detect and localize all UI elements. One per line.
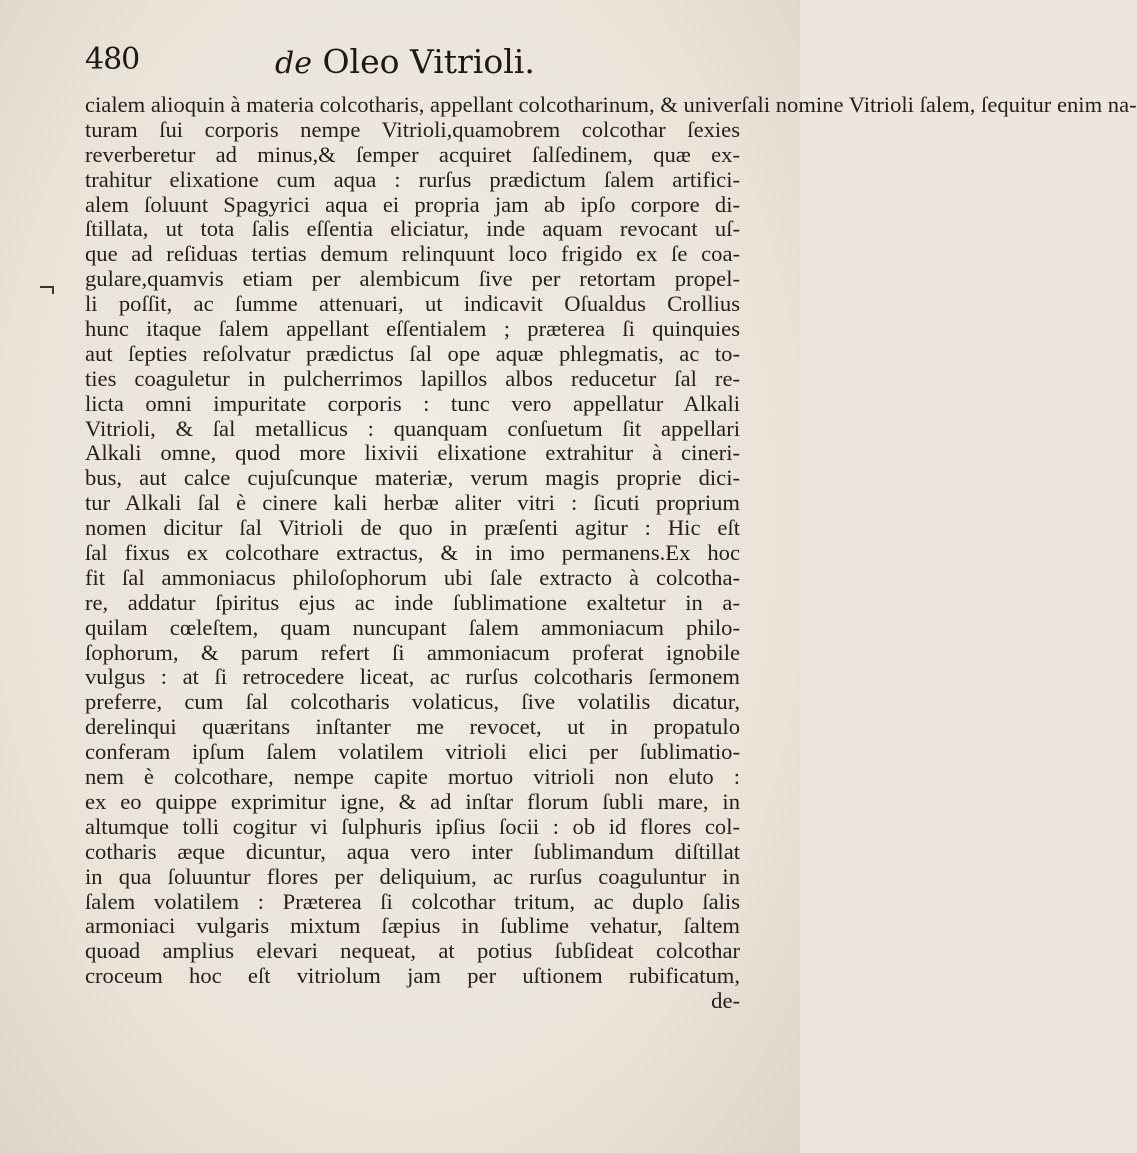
- running-head: [85, 40, 725, 88]
- page-number: 480: [85, 42, 140, 77]
- text-line: tur Alkali ſal è cinere kali herbæ aliter vitri : ſicuti proprium: [85, 490, 740, 516]
- text-line: Vitrioli, & ſal metallicus : quanquam conſuetum ſit appellari: [85, 415, 740, 441]
- text-line: licta omni impuritate corporis : tunc vero appellatur Alkali: [85, 390, 740, 416]
- text-line: trahitur elixatione cum aqua : rurſus prædictum ſalem artifici-: [85, 166, 740, 192]
- title-prefix: de: [275, 46, 312, 81]
- text-line: ſal fixus ex colcothare extractus, & in imo permanens.Ex hoc: [85, 540, 740, 566]
- text-line: ſophorum, & parum refert ſi ammoniacum proferat ignobile: [85, 639, 740, 665]
- text-line: vulgus : at ſi retrocedere liceat, ac rurſus colcotharis ſermonem: [85, 664, 740, 690]
- text-line: re, addatur ſpiritus ejus ac inde ſublimatione exaltetur in a-: [85, 589, 740, 615]
- text-line: que ad reſiduas tertias demum relinquunt loco frigido ex ſe coa-: [85, 241, 740, 267]
- text-line: derelinqui quæritans inſtanter me revocet, ut in propatulo: [85, 714, 740, 740]
- text-line: ſalem volatilem : Præterea ſi colcothar tritum, ac duplo ſalis: [85, 888, 740, 914]
- text-line: in qua ſoluuntur flores per deliquium, ac rurſus coaguluntur in: [85, 863, 740, 889]
- text-line: gulare,quamvis etiam per alembicum ſive per retortam propel-: [85, 266, 740, 292]
- catchword: de-: [711, 988, 740, 1014]
- text-line: nem è colcothare, nempe capite mortuo vitrioli non eluto :: [85, 764, 740, 790]
- text-line: armoniaci vulgaris mixtum ſæpius in ſublime vehatur, ſaltem: [85, 913, 740, 939]
- text-line: ex eo quippe exprimitur igne, & ad inſtar florum ſubli mare, in: [85, 788, 740, 814]
- margin-mark: [40, 286, 54, 288]
- text-line: quilam cœleſtem, quam nuncupant ſalem ammoniacum philo-: [85, 614, 740, 640]
- text-line: Alkali omne, quod more lixivii elixatione extrahitur à cineri-: [85, 440, 740, 466]
- text-line: alem ſoluunt Spagyrici aqua ei propria jam ab ipſo corpore di-: [85, 191, 740, 217]
- text-line: croceum hoc eſt vitriolum jam per uſtionem rubificatum,: [85, 963, 740, 989]
- text-line: ties coaguletur in pulcherrimos lapillos albos reducetur ſal re-: [85, 365, 740, 391]
- text-line: aut ſepties reſolvatur prædictus ſal ope aquæ phlegmatis, ac to-: [85, 340, 740, 366]
- title-main: Oleo Vitrioli.: [322, 42, 535, 81]
- text-line: turam ſui corporis nempe Vitrioli,quamobrem colcothar ſexies: [85, 116, 740, 142]
- text-line: li poſſit, ac ſumme attenuari, ut indicavit Oſualdus Crollius: [85, 291, 740, 317]
- text-line: conferam ipſum ſalem volatilem vitrioli elici per ſublimatio-: [85, 739, 740, 765]
- text-line: bus, aut calce cujuſcunque materiæ, verum magis proprie dici-: [85, 465, 740, 491]
- text-line: cialem alioquin à materia colcotharis, appellant colcotharinum, & univerſali nomine Vitrioli ſalem, ſequitur enim na-: [85, 92, 1137, 117]
- text-line: fit ſal ammoniacus philoſophorum ubi ſale extracto à colcotha-: [85, 564, 740, 590]
- text-line: nomen dicitur ſal Vitrioli de quo in præſenti agitur : Hic eſt: [85, 515, 740, 541]
- text-line: ſtillata, ut tota ſalis eſſentia eliciatur, inde aquam revocant uſ-: [85, 216, 740, 242]
- text-line: cotharis æque dicuntur, aqua vero inter ſublimandum diſtillat: [85, 838, 740, 864]
- text-line: altumque tolli cogitur vi ſulphuris ipſius ſocii : ob id flores col-: [85, 813, 740, 839]
- body-text: [85, 92, 1137, 1014]
- text-line: quoad amplius elevari nequeat, at potius ſubſideat colcothar: [85, 938, 740, 964]
- page-title: [275, 42, 535, 81]
- text-line: preferre, cum ſal colcotharis volaticus, ſive volatilis dicatur,: [85, 689, 740, 715]
- text-line: reverberetur ad minus,& ſemper acquiret ſalſedinem, quæ ex-: [85, 141, 740, 167]
- text-line: hunc itaque ſalem appellant eſſentialem ; præterea ſi quinquies: [85, 316, 740, 342]
